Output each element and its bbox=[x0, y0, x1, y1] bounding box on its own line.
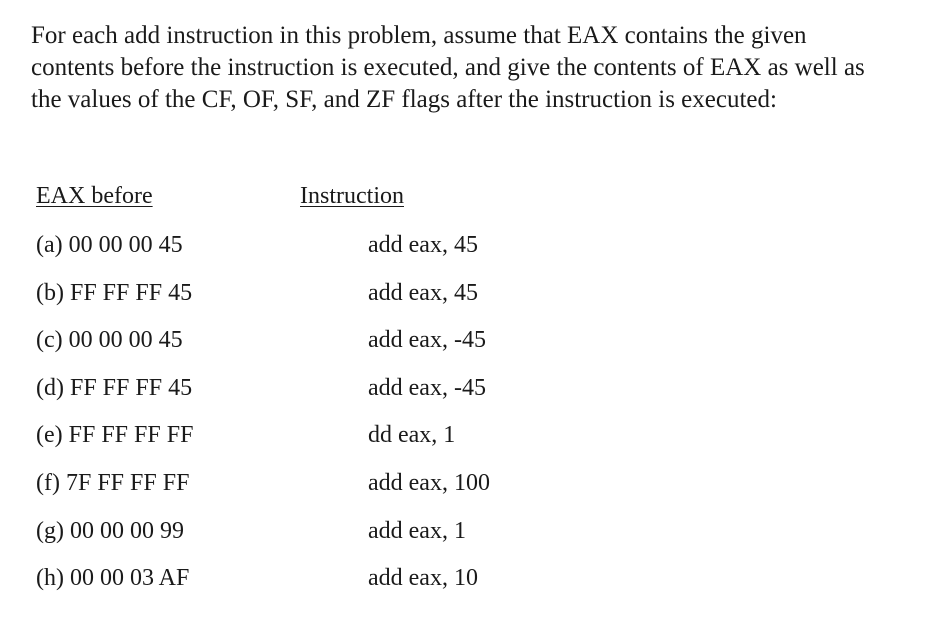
eax-value-f: (f) 7F FF FF FF bbox=[36, 470, 190, 496]
instruction-d: add eax, -45 bbox=[368, 375, 486, 401]
eax-value-d: (d) FF FF FF 45 bbox=[36, 375, 193, 401]
instruction-b: add eax, 45 bbox=[368, 280, 478, 306]
eax-value-b: (b) FF FF FF 45 bbox=[36, 280, 193, 306]
instruction-h: add eax, 10 bbox=[368, 565, 478, 591]
instruction-e: dd eax, 1 bbox=[368, 422, 456, 448]
instruction-g: add eax, 1 bbox=[368, 518, 466, 544]
eax-value-c: (c) 00 00 00 45 bbox=[36, 327, 183, 353]
problem-statement-line: the values of the CF, OF, SF, and ZF flags after the instruction is executed: bbox=[31, 86, 777, 113]
problem-statement-line: For each add instruction in this problem, assume that EAX contains the given bbox=[31, 22, 807, 49]
eax-before-header: EAX before bbox=[36, 183, 153, 209]
problem-statement-line: contents before the instruction is executed, and give the contents of EAX as well as bbox=[31, 54, 865, 81]
eax-value-g: (g) 00 00 00 99 bbox=[36, 518, 184, 544]
instruction-a: add eax, 45 bbox=[368, 232, 478, 258]
eax-value-e: (e) FF FF FF FF bbox=[36, 422, 194, 448]
instruction-f: add eax, 100 bbox=[368, 470, 490, 496]
instruction-c: add eax, -45 bbox=[368, 327, 486, 353]
eax-value-a: (a) 00 00 00 45 bbox=[36, 232, 183, 258]
instruction-header: Instruction bbox=[300, 183, 404, 209]
eax-value-h: (h) 00 00 03 AF bbox=[36, 565, 190, 591]
